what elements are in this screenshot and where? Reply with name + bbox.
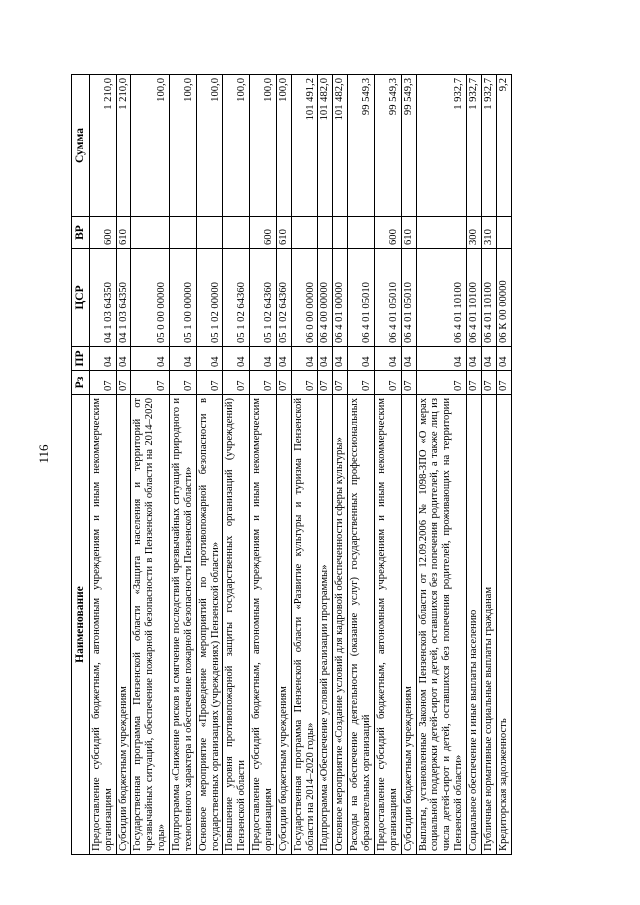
cell-name: Предоставление субсидий бюджетным, автономным учреждениям и иным некоммерческим организациям [89, 395, 116, 855]
cell-sum: 99 549,3 [348, 75, 375, 217]
cell-sum: 99 549,3 [401, 75, 416, 217]
cell-name: Повышение уровня противопожарной защиты государственных организаций (учреждений) Пензенской области [223, 395, 250, 855]
cell-rz: 07 [223, 371, 250, 395]
cell-rz: 07 [416, 371, 466, 395]
table-row [416, 75, 466, 855]
cell-name: Субсидии бюджетным учреждениям [401, 395, 416, 855]
cell-csr: 06 4 01 00000 [333, 249, 348, 347]
cell-name: Субсидии бюджетным учреждениям [116, 395, 131, 855]
cell-rz: 07 [496, 371, 511, 395]
table-row [276, 75, 291, 855]
header-csr: ЦСР [72, 249, 90, 347]
cell-pr: 04 [250, 347, 277, 371]
cell-sum: 1 210,0 [89, 75, 116, 217]
cell-name: Социальное обеспечение и иные выплаты населению [466, 395, 481, 855]
header-pr: ПР [72, 347, 90, 371]
cell-csr: 05 0 00 00000 [131, 249, 170, 347]
cell-csr: 05 1 00 00000 [170, 249, 197, 347]
cell-rz: 07 [131, 371, 170, 395]
cell-vr [170, 217, 197, 249]
cell-name: Государственная программа Пензенской области «Развитие культуры и туризма Пензенской области на 2014–2020 годы» [291, 395, 318, 855]
cell-vr [348, 217, 375, 249]
cell-pr: 04 [496, 347, 511, 371]
cell-rz: 07 [89, 371, 116, 395]
header-row [72, 75, 90, 855]
cell-csr: 06 4 01 05010 [374, 249, 401, 347]
cell-sum: 1 932,7 [466, 75, 481, 217]
table-row [496, 75, 511, 855]
cell-pr: 04 [276, 347, 291, 371]
cell-csr: 06 4 01 10100 [416, 249, 466, 347]
cell-pr: 04 [318, 347, 333, 371]
cell-vr: 610 [116, 217, 131, 249]
cell-rz: 07 [276, 371, 291, 395]
cell-pr: 04 [348, 347, 375, 371]
header-vr: ВР [72, 217, 90, 249]
cell-vr [131, 217, 170, 249]
cell-rz: 07 [348, 371, 375, 395]
header-rz: Рз [72, 371, 90, 395]
table-row [333, 75, 348, 855]
cell-name: Основное мероприятие «Создание условий для кадровой обеспеченности сферы культуры» [333, 395, 348, 855]
cell-pr: 04 [401, 347, 416, 371]
budget-table [71, 74, 512, 855]
table-row [374, 75, 401, 855]
cell-rz: 07 [170, 371, 197, 395]
cell-csr: 06 4 01 05010 [348, 249, 375, 347]
table-row [318, 75, 333, 855]
cell-sum: 101 482,0 [318, 75, 333, 217]
cell-pr: 04 [416, 347, 466, 371]
cell-rz: 07 [250, 371, 277, 395]
cell-pr: 04 [131, 347, 170, 371]
header-sum: Сумма [72, 75, 90, 217]
cell-rz: 07 [318, 371, 333, 395]
cell-vr: 310 [481, 217, 496, 249]
table-row [116, 75, 131, 855]
cell-vr: 300 [466, 217, 481, 249]
table-row [401, 75, 416, 855]
cell-csr: 06 К 00 00000 [496, 249, 511, 347]
cell-pr: 04 [333, 347, 348, 371]
cell-rz: 07 [401, 371, 416, 395]
cell-pr: 04 [374, 347, 401, 371]
cell-name: Публичные нормативные социальные выплаты гражданам [481, 395, 496, 855]
cell-vr [223, 217, 250, 249]
cell-vr [496, 217, 511, 249]
cell-pr: 04 [223, 347, 250, 371]
cell-vr [333, 217, 348, 249]
rotated-page [71, 75, 611, 855]
cell-name: Выплаты, установленные Законом Пензенской области от 12.09.2006 № 1098-ЗПО «О мерах социальной поддержки детей-сирот и детей, оставшихся без попечения родителей, а также лиц из числа детей-сирот и детей, оставшихся без попечения родителей, проживающих на территории Пензенской области» [416, 395, 466, 855]
table-row [223, 75, 250, 855]
cell-name: Расходы на обеспечение деятельности (оказание услуг) государственных профессиональных образовательных организаций [348, 395, 375, 855]
cell-pr: 04 [116, 347, 131, 371]
cell-name: Основное мероприятие «Проведение мероприятий по противопожарной безопасности в государственных организациях (учреждениях) Пензенской области» [196, 395, 223, 855]
cell-vr: 610 [401, 217, 416, 249]
cell-rz: 07 [481, 371, 496, 395]
cell-name: Субсидии бюджетным учреждениям [276, 395, 291, 855]
cell-sum: 100,0 [170, 75, 197, 217]
table-row [481, 75, 496, 855]
table-row [466, 75, 481, 855]
cell-csr: 06 4 01 10100 [481, 249, 496, 347]
cell-name: Предоставление субсидий бюджетным, автономным учреждениям и иным некоммерческим организациям [250, 395, 277, 855]
cell-vr: 600 [89, 217, 116, 249]
cell-csr: 06 0 00 00000 [291, 249, 318, 347]
cell-csr: 05 1 02 00000 [196, 249, 223, 347]
table-row [89, 75, 116, 855]
cell-vr: 600 [374, 217, 401, 249]
cell-vr [416, 217, 466, 249]
cell-vr [318, 217, 333, 249]
cell-name: Кредиторская задолженность [496, 395, 511, 855]
cell-sum: 100,0 [250, 75, 277, 217]
header-name: Наименование [72, 395, 90, 855]
cell-sum: 9,2 [496, 75, 511, 217]
cell-csr: 06 4 01 05010 [401, 249, 416, 347]
cell-sum: 100,0 [131, 75, 170, 217]
cell-csr: 04 1 03 64350 [89, 249, 116, 347]
cell-pr: 04 [170, 347, 197, 371]
cell-sum: 100,0 [276, 75, 291, 217]
cell-rz: 07 [291, 371, 318, 395]
cell-csr: 04 1 03 64350 [116, 249, 131, 347]
cell-sum: 99 549,3 [374, 75, 401, 217]
cell-sum: 1 932,7 [481, 75, 496, 217]
cell-name: Государственная программа Пензенской области «Защита населения и территорий от чрезвычайных ситуаций, обеспечение пожарной безопасности в Пензенской области на 2014–2020 годы» [131, 395, 170, 855]
table-row [170, 75, 197, 855]
page-number: 116 [36, 444, 51, 464]
cell-vr [291, 217, 318, 249]
cell-pr: 04 [89, 347, 116, 371]
cell-csr: 06 4 01 10100 [466, 249, 481, 347]
cell-sum: 101 482,0 [333, 75, 348, 217]
cell-name: Подпрограмма «Обеспечение условий реализации программы» [318, 395, 333, 855]
cell-rz: 07 [333, 371, 348, 395]
table-row [250, 75, 277, 855]
cell-name: Подпрограмма «Снижение рисков и смягчение последствий чрезвычайных ситуаций природного и техногенного характера и обеспечение пожарной безопасности Пензенской области» [170, 395, 197, 855]
cell-rz: 07 [466, 371, 481, 395]
cell-csr: 05 1 02 64360 [276, 249, 291, 347]
cell-pr: 04 [196, 347, 223, 371]
cell-csr: 06 4 00 00000 [318, 249, 333, 347]
cell-pr: 04 [291, 347, 318, 371]
cell-sum: 100,0 [223, 75, 250, 217]
cell-pr: 04 [481, 347, 496, 371]
cell-csr: 05 1 02 64360 [223, 249, 250, 347]
table-row [196, 75, 223, 855]
cell-rz: 07 [116, 371, 131, 395]
table-row [131, 75, 170, 855]
cell-vr [196, 217, 223, 249]
cell-sum: 101 491,2 [291, 75, 318, 217]
cell-name: Предоставление субсидий бюджетным, автономным учреждениям и иным некоммерческим организациям [374, 395, 401, 855]
cell-sum: 100,0 [196, 75, 223, 217]
cell-sum: 1 932,7 [416, 75, 466, 217]
cell-sum: 1 210,0 [116, 75, 131, 217]
cell-vr: 610 [276, 217, 291, 249]
cell-pr: 04 [466, 347, 481, 371]
cell-csr: 05 1 02 64360 [250, 249, 277, 347]
cell-vr: 600 [250, 217, 277, 249]
cell-rz: 07 [374, 371, 401, 395]
table-body [89, 75, 511, 855]
cell-rz: 07 [196, 371, 223, 395]
table-row [348, 75, 375, 855]
table-row [291, 75, 318, 855]
